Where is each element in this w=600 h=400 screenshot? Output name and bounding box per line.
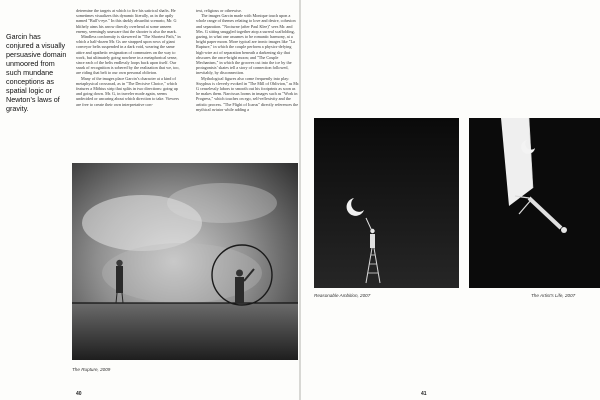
photo-reasonable-ambition bbox=[314, 118, 459, 288]
text-column-1 bbox=[76, 8, 184, 107]
page-number-left: 40 bbox=[76, 391, 82, 397]
text-column-2 bbox=[196, 8, 300, 112]
rupture-scene bbox=[72, 163, 298, 360]
right-page bbox=[301, 0, 600, 400]
paragraph: Many of the images place Garcin’s character at a kind of metaphysical crossroad, as in "The Decisive Choice," which features a Möbius strip that splits in two directions: going up and going down. Mr. G, in traveler mode again, seems undecided or uncaring about which direction to take. Viewers are free to create their own interpretative con- bbox=[76, 75, 180, 107]
paragraph: determine the targets at which to fire his satirical shafts. He sometimes visualizes this dynamic literally, as in the aptly named "Bull’s-eye." In this darkly absurdist scenario, Mr. G blithely aims his arrow directly overhead at some unseen enemy, seemingly unaware that the shooter is also the mark. bbox=[76, 8, 177, 34]
artists-life-scene bbox=[469, 118, 600, 288]
paragraph: Mythological figures also come frequently into play: Sisyphus is cleverly evoked in "The Mill of Oblivion," as Mr. G ceaselessly labors to smooth out his footprints as soon as he makes them. Narcissus looms in images such as "Work in Progress," which touches on ego, self-reflexivity and the artistic process. "The Flight of Icarus" directly references the mythical aviator while adding a bbox=[196, 75, 300, 112]
paragraph: text, religious or otherwise. bbox=[196, 8, 242, 13]
caption-the-rupture: The Rupture, 2009 bbox=[72, 367, 111, 372]
paragraph: Mindless conformity is skewered in "The Shortest Path," in which a half-dozen Mr. Gs are strapped upon rows of giant conveyor belts suspended in a dark void, wearing the same attire and apathetic resignation of commuters on the way to work, but ultimately going nowhere in a metaphorical sense, since each of the belts endlessly loops back upon itself. Our snark of recognition is sobered by the realization that we, too, are riding that belt to our own personal oblivion. bbox=[76, 34, 181, 76]
left-page bbox=[0, 0, 299, 400]
caption-the-artists-life: The Artist’s Life, 2007 bbox=[531, 293, 576, 298]
paragraph: The images Garcin made with Monique touch upon a whole range of themes relating to love and desire, cohesion and separation. "Nocturne (after Paul Klee)" sees Mr. and Mrs. G sitting snuggled together atop a surreal scaffolding, gazing, in what one assumes to be romantic harmony, at a bright paper moon. More typical are ironic images like "La Rupture," in which the couple perform a physics-defying high-wire act of separation beneath a darkening sky that obscures the once-bright moon; and "The Couple Mechanism," in which the grooves cut into the ice by the protagonists’ skates tell a story of connection followed, inevitably, by disconnection. bbox=[196, 13, 296, 76]
photo-the-artists-life bbox=[469, 118, 600, 288]
caption-reasonable-ambition: Reasonable Ambition, 2007 bbox=[314, 293, 371, 298]
page-number-right: 41 bbox=[421, 391, 427, 397]
photo-the-rupture bbox=[72, 163, 298, 360]
ambition-scene bbox=[314, 118, 459, 288]
pull-quote: Garcin has conjured a visually persuasive domain unmoored from such mundane conceptions as spatial logic or Newton’s laws of gravity. bbox=[6, 32, 67, 113]
